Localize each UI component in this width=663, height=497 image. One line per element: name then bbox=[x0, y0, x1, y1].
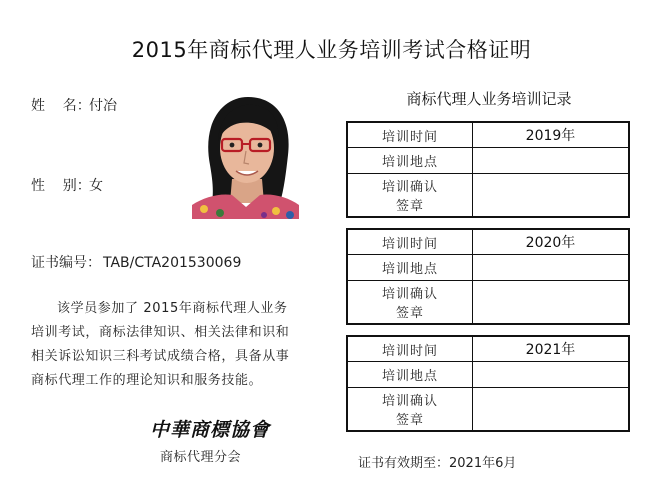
name-value: 付冶 bbox=[89, 98, 117, 114]
branch-name: 商标代理分会 bbox=[160, 450, 242, 465]
confirm-label-line-1: 培训确认 bbox=[381, 287, 438, 302]
statement-line-4: 商标代理工作的理论知识和服务技能。 bbox=[31, 373, 263, 388]
training-place-label: 培训地点 bbox=[347, 255, 473, 281]
gender-label: 性 别： bbox=[31, 178, 91, 194]
statement-line-2: 培训考试，商标法律知识、相关法律和识和 bbox=[31, 325, 290, 340]
training-place-label: 培训地点 bbox=[347, 148, 473, 174]
confirm-label-line-2: 签章 bbox=[395, 413, 424, 428]
cert-row bbox=[31, 252, 241, 272]
confirm-seal-value bbox=[473, 281, 630, 325]
training-place-value bbox=[473, 148, 630, 174]
confirm-seal-label bbox=[347, 174, 473, 218]
confirm-seal-label bbox=[347, 388, 473, 432]
name-row bbox=[31, 95, 117, 115]
training-time-label: 培训时间 bbox=[347, 229, 473, 255]
record-table-1 bbox=[346, 121, 630, 218]
confirm-label-line-2: 签章 bbox=[395, 199, 424, 214]
records-title: 商标代理人业务培训记录 bbox=[406, 90, 572, 108]
certificate-expiry: 证书有效期至：2021年6月 bbox=[358, 456, 517, 471]
training-place-value bbox=[473, 255, 630, 281]
confirm-label-line-1: 培训确认 bbox=[381, 394, 438, 409]
statement-line-1: 该学员参加了 2015年商标代理人业务 bbox=[57, 301, 288, 316]
confirm-seal-label bbox=[347, 281, 473, 325]
record-table-3 bbox=[346, 335, 630, 432]
cert-value: TAB/CTA201530069 bbox=[103, 255, 242, 271]
confirm-label-line-1: 培训确认 bbox=[381, 180, 438, 195]
training-place-value bbox=[473, 362, 630, 388]
training-place-label: 培训地点 bbox=[347, 362, 473, 388]
confirm-label-line-2: 签章 bbox=[395, 306, 424, 321]
gender-value: 女 bbox=[89, 178, 103, 194]
certification-statement bbox=[31, 297, 318, 393]
training-year: 2021年 bbox=[473, 336, 630, 362]
portrait-photo bbox=[192, 93, 299, 219]
training-year: 2019年 bbox=[473, 122, 630, 148]
association-seal-signature: 中華商標協會 bbox=[150, 419, 271, 441]
training-year: 2020年 bbox=[473, 229, 630, 255]
name-label: 姓 名： bbox=[31, 98, 91, 114]
confirm-seal-value bbox=[473, 388, 630, 432]
record-table-2 bbox=[346, 228, 630, 325]
training-time-label: 培训时间 bbox=[347, 122, 473, 148]
statement-line-3: 相关诉讼知识三科考试成绩合格，具备从事 bbox=[31, 349, 290, 364]
training-time-label: 培训时间 bbox=[347, 336, 473, 362]
cert-label: 证书编号： bbox=[31, 255, 101, 271]
gender-row bbox=[31, 175, 103, 195]
page-title: 2015年商标代理人业务培训考试合格证明 bbox=[131, 38, 532, 62]
confirm-seal-value bbox=[473, 174, 630, 218]
